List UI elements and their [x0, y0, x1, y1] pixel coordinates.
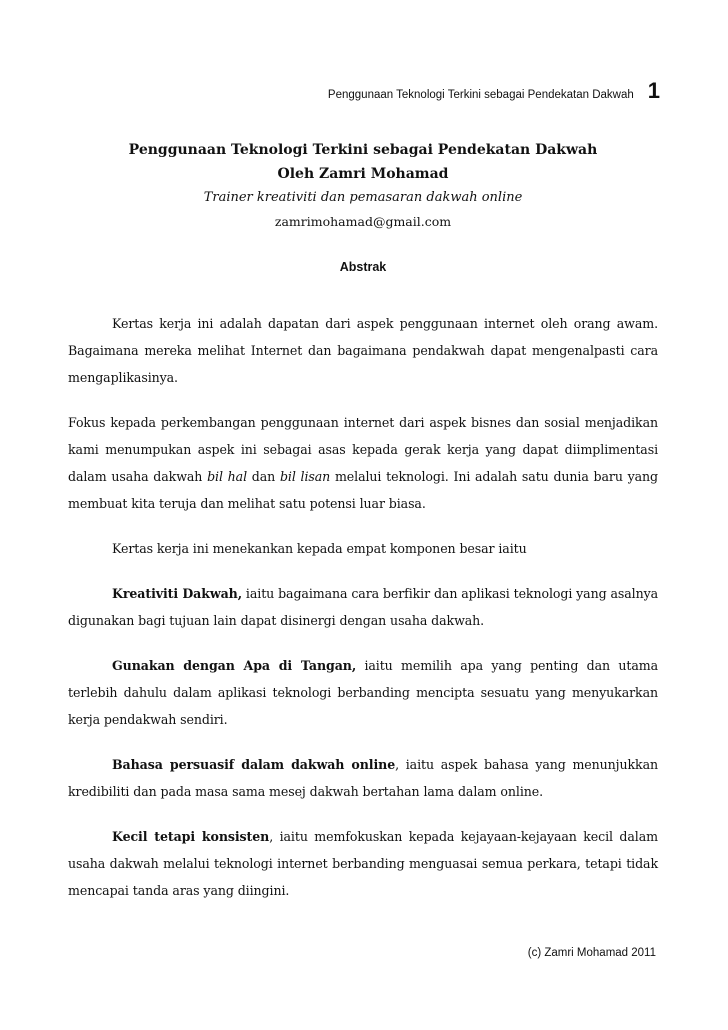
component-description: , iaitu aspek bahasa yang menunjukkan kredibiliti dan pada masa sama mesej dakwah bertahan lama dalam online. [68, 757, 658, 799]
page-number: 1 [647, 78, 660, 103]
paragraph-intro [68, 310, 658, 391]
abstract-body [68, 310, 658, 922]
author-affiliation: Trainer kreativiti dan pemasaran dakwah online [203, 190, 523, 205]
abstract-heading: Abstrak [339, 260, 387, 274]
paragraph-components-intro [68, 535, 658, 562]
author-email: zamrimohamad@gmail.com [274, 214, 452, 229]
component-gunakan-apa-di-tangan [68, 652, 658, 733]
paragraph-intro-text: Kertas kerja ini adalah dapatan dari aspek penggunaan internet oleh orang awam. Bagaimana mereka melihat Internet dan bagaimana pendakwah dapat mengenalpasti cara mengaplikasinya. [68, 316, 658, 385]
paragraph-focus-text-c: melalui teknologi. Ini adalah satu dunia baru yang membuat kita teruja dan melihat satu potensi luar biasa. [68, 469, 658, 511]
paragraph-focus-text-b: dan [247, 469, 280, 484]
component-kreativiti-dakwah [68, 580, 658, 634]
component-heading: Gunakan dengan Apa di Tangan, [112, 658, 357, 673]
component-description: iaitu memilih apa yang penting dan utama terlebih dahulu dalam aplikasi teknologi berbanding mencipta sesuatu yang menyukarkan kerja pendakwah sendiri. [68, 658, 658, 727]
running-title: Penggunaan Teknologi Terkini sebagai Pendekatan Dakwah [327, 89, 634, 101]
component-description: iaitu bagaimana cara berfikir dan aplikasi teknologi yang asalnya digunakan bagi tujuan lain dapat disinergi dengan usaha dakwah. [68, 586, 659, 628]
component-heading: Bahasa persuasif dalam dakwah online [112, 757, 396, 772]
component-heading: Kreativiti Dakwah, [112, 586, 243, 601]
footer-copyright: (c) Zamri Mohamad 2011 [527, 947, 656, 959]
paragraph-focus [68, 409, 658, 517]
component-heading: Kecil tetapi konsisten [112, 829, 270, 844]
title-block [60, 138, 666, 278]
author-line: Oleh Zamri Mohamad [277, 166, 449, 182]
paragraph-focus-text-a: Fokus kepada perkembangan penggunaan internet dari aspek bisnes dan sosial menjadikan kami menumpukan aspek ini sebagai asas kepada gerak kerja yang dapat diimplimentasi dalam usaha dakwah [68, 415, 658, 484]
term-bil-lisan: bil lisan [279, 469, 331, 484]
paper-title: Penggunaan Teknologi Terkini sebagai Pendekatan Dakwah [128, 142, 598, 158]
component-kecil-tetapi-konsisten [68, 823, 658, 904]
component-description: , iaitu memfokuskan kepada kejayaan-kejayaan kecil dalam usaha dakwah melalui teknologi internet berbanding menguasai semua perkara, tetapi tidak mencapai tanda aras yang diingini. [68, 829, 658, 898]
term-bil-hal: bil hal [207, 469, 248, 484]
component-bahasa-persuasif [68, 751, 658, 805]
running-header [328, 78, 660, 104]
paragraph-components-intro-text: Kertas kerja ini menekankan kepada empat komponen besar iaitu [112, 541, 527, 556]
